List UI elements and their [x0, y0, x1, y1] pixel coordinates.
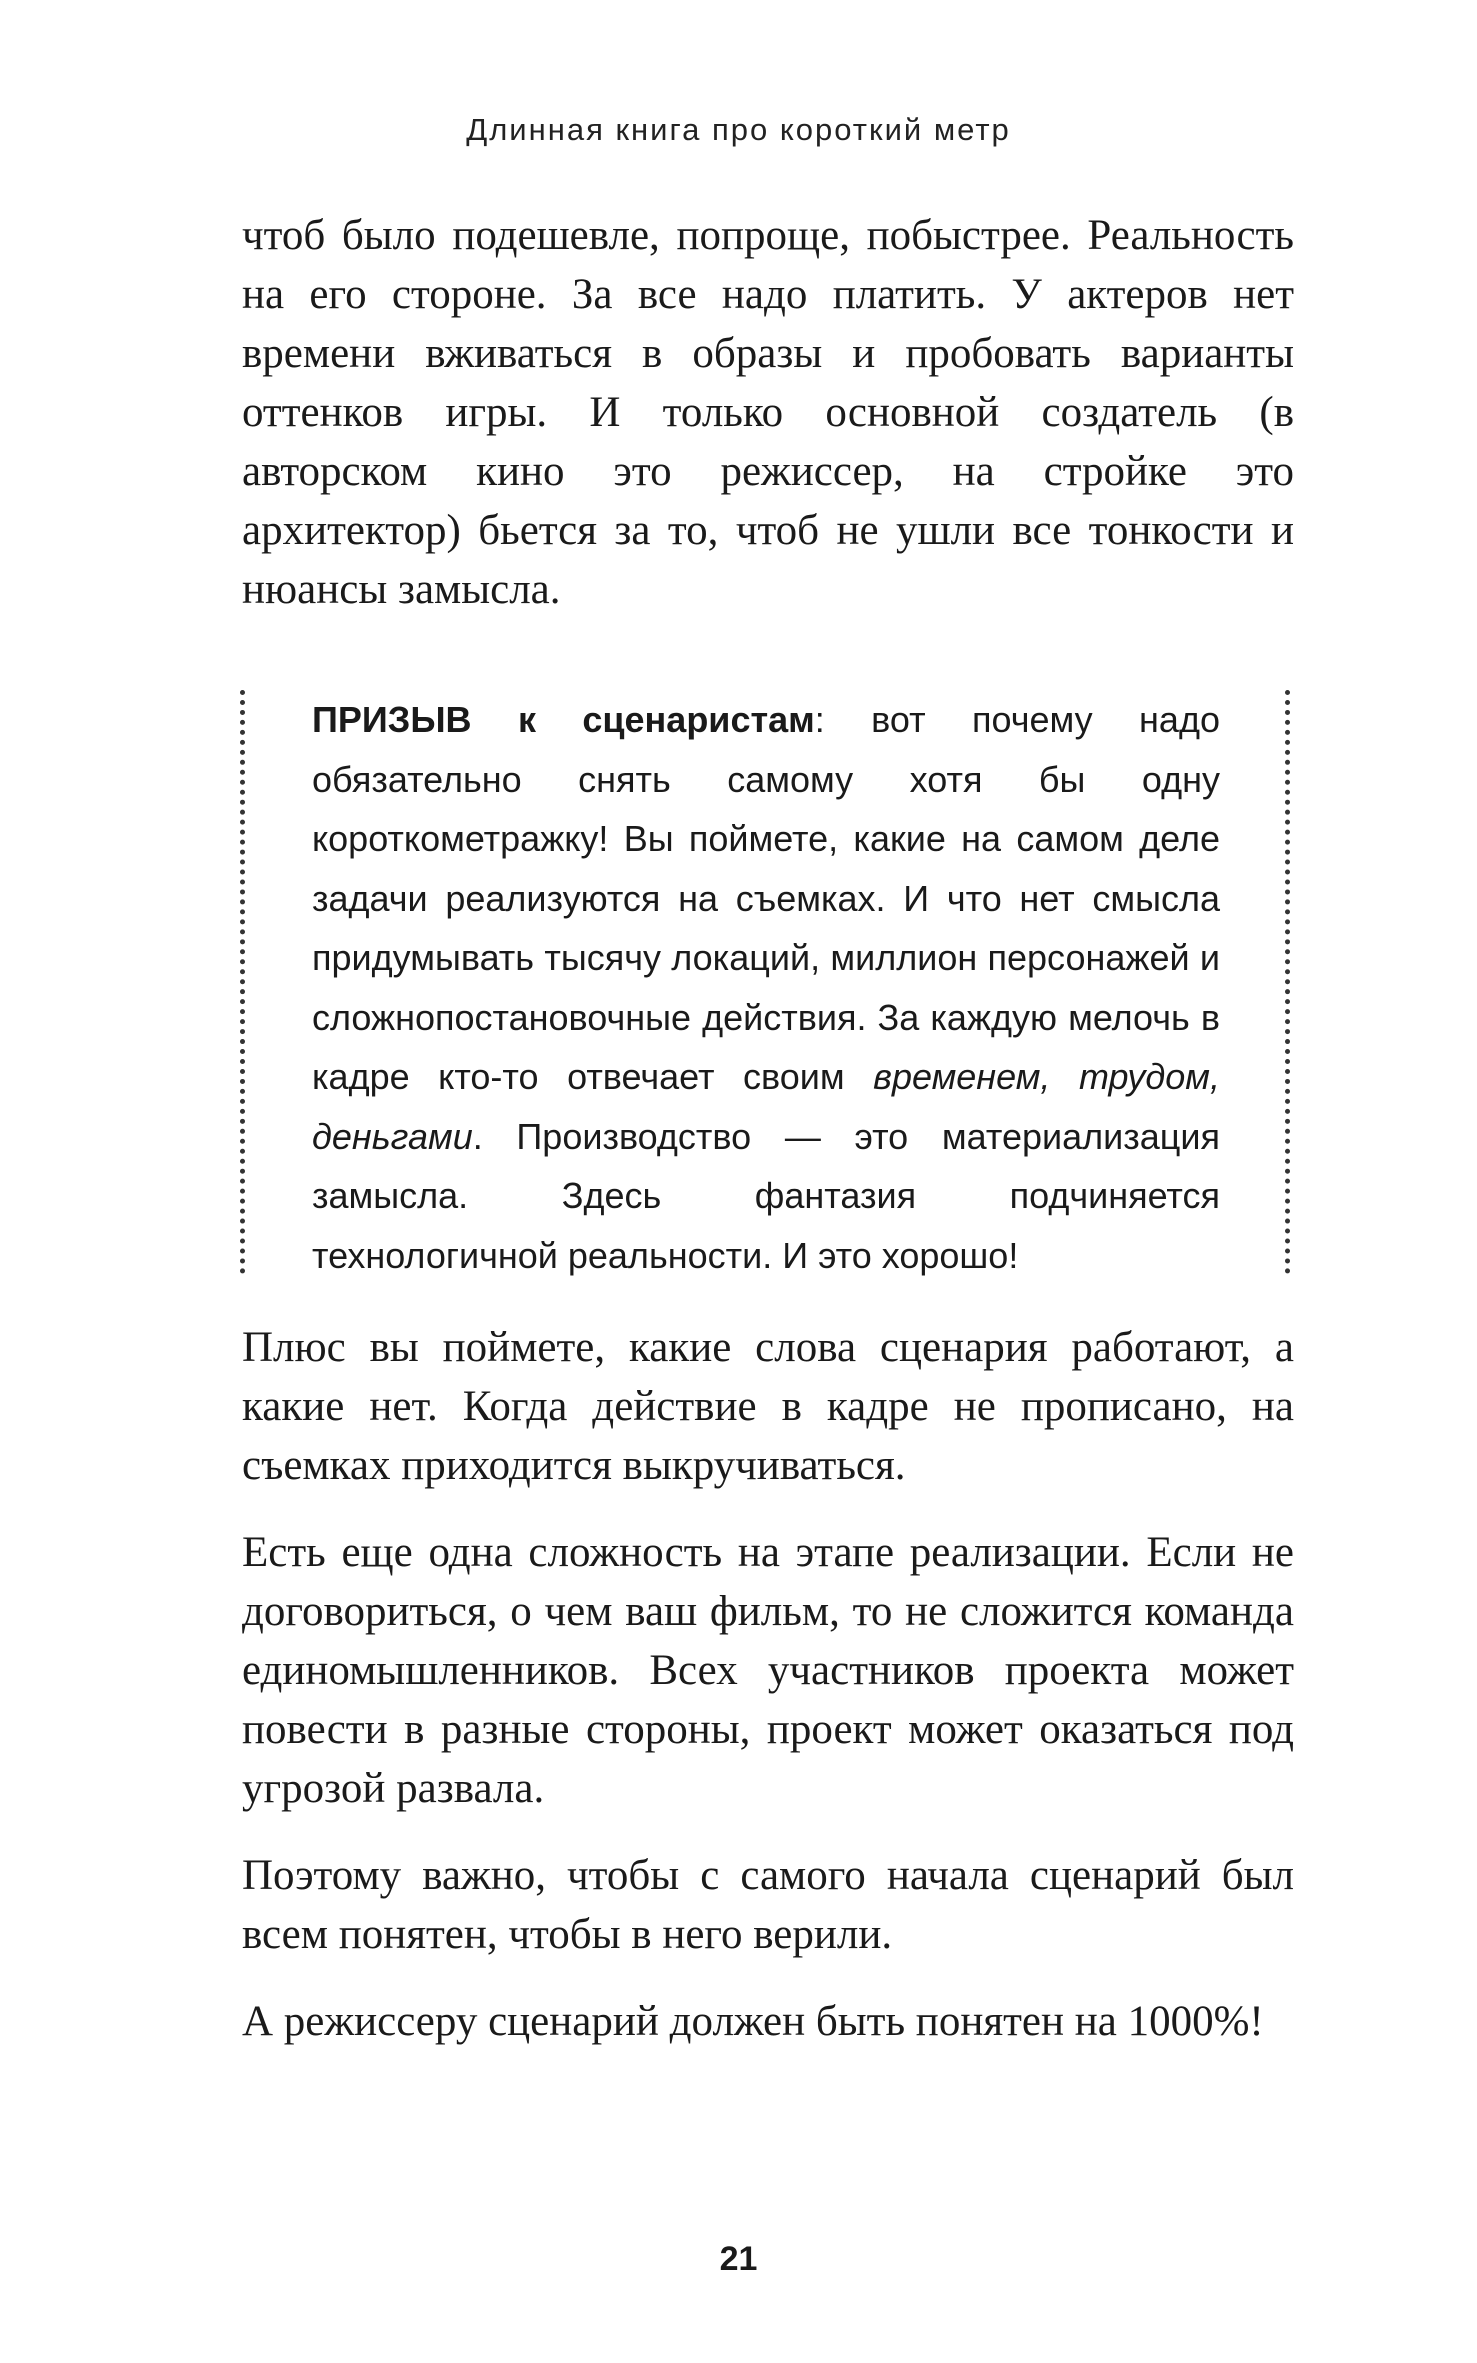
- page-number: 21: [719, 2240, 758, 2278]
- callout-box: [240, 690, 1290, 1274]
- callout-italic: временем, трудом, деньгами: [312, 1056, 1220, 1157]
- callout-left-dotted-rule: [240, 690, 245, 1274]
- body-text-bottom: [242, 1318, 1294, 2051]
- callout-right-dotted-rule: [1285, 690, 1290, 1274]
- paragraph: Есть еще одна сложность на этапе реализации. Если не договориться, о чем ваш фильм, то не сложится команда единомышленников. Всех участников проекта может повести в разные стороны, проект может оказаться под угрозой развала.: [242, 1529, 1294, 1812]
- callout-lead: ПРИЗЫВ к сценаристам: [312, 699, 815, 740]
- callout-text: [312, 690, 1220, 1285]
- paragraph: чтоб было подешевле, попроще, побыстрее. Реальность на его стороне. За все надо платить. У актеров нет времени вживаться в образы и пробовать варианты оттенков игры. И только основной создатель (в авторском кино это режиссер, на стройке это архитектор) бьется за то, чтоб не ушли все тонкости и нюансы замысла.: [242, 212, 1294, 613]
- body-text-top: [242, 206, 1294, 619]
- running-head: Длинная книга про короткий метр: [466, 112, 1011, 147]
- callout-text-part-1: : вот почему надо обязательно снять самому хотя бы одну короткометражку! Вы поймете, какие на самом деле задачи реализуются на съемках. И что нет смысла придумывать тысячу локаций, миллион персонажей и сложнопостановочные действия. За каждую мелочь в кадре кто-то отвечает своим: [312, 699, 1220, 1097]
- callout-text-part-2: . Производство — это материализация замысла. Здесь фантазия подчиняется технологичной реальности. И это хорошо!: [312, 1115, 1220, 1276]
- paragraph: А режиссеру сценарий должен быть понятен на 1000%!: [242, 1998, 1264, 2045]
- paragraph: Плюс вы поймете, какие слова сценария работают, а какие нет. Когда действие в кадре не прописано, на съемках приходится выкручиваться.: [242, 1324, 1294, 1489]
- paragraph: Поэтому важно, чтобы с самого начала сценарий был всем понятен, чтобы в него верили.: [242, 1852, 1294, 1958]
